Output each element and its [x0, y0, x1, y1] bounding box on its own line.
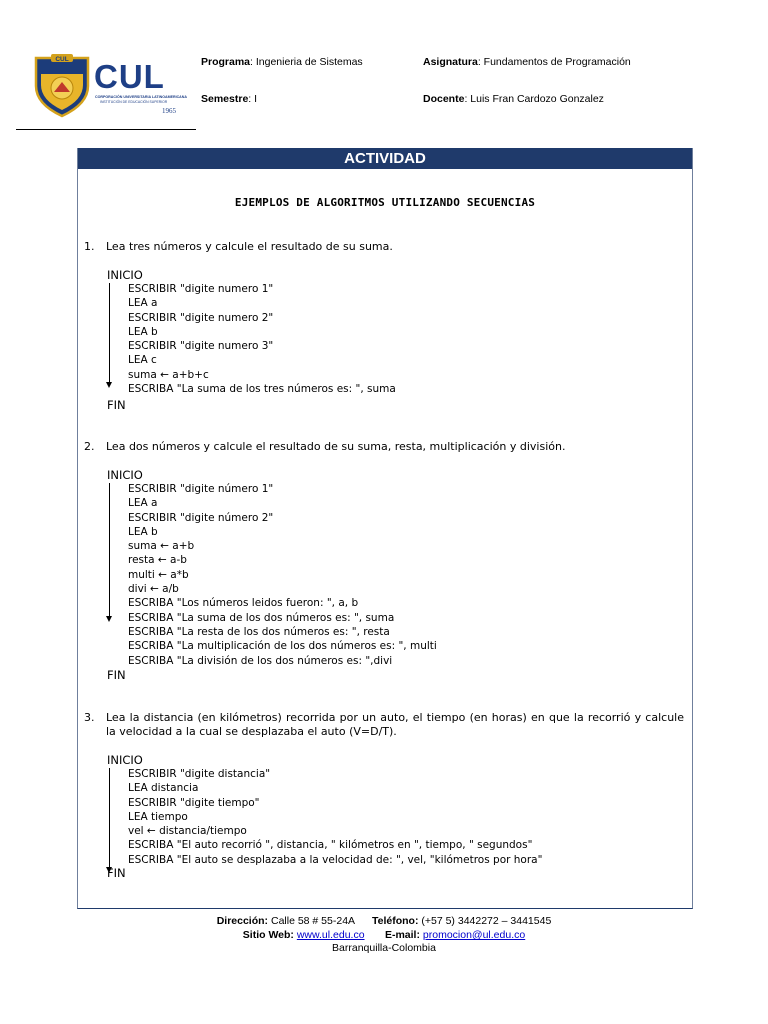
- direccion-value: Calle 58 # 55-24A: [268, 915, 355, 927]
- algorithm-steps: [128, 282, 396, 396]
- algorithm-step: LEA a: [128, 297, 158, 310]
- sitio-label: Sitio Web:: [242, 929, 294, 941]
- logo-divider: [16, 129, 196, 130]
- email-link[interactable]: promocion@ul.edu.co: [422, 929, 526, 941]
- asignatura-value: : Fundamentos de Programación: [477, 56, 631, 68]
- telefono-value: (+57 5) 3442272 – 3441545: [418, 915, 552, 927]
- question-number: 2.: [84, 440, 95, 453]
- algorithm-step: ESCRIBIR "digite distancia": [128, 768, 271, 780]
- question-3: [84, 711, 684, 739]
- algorithm-step: LEA b: [128, 525, 158, 538]
- algorithm-end: FIN: [107, 398, 126, 412]
- algorithm-end: FIN: [107, 668, 126, 682]
- algorithm-step: ESCRIBIR "digite número 1": [128, 483, 274, 495]
- svg-text:CUL: CUL: [94, 58, 165, 95]
- algorithm-start: INICIO: [107, 753, 143, 767]
- algorithm-steps: [128, 482, 437, 668]
- asignatura-field: [423, 56, 631, 68]
- docente-label: Docente: [423, 93, 465, 105]
- algorithm-start: INICIO: [107, 468, 143, 482]
- algorithm-step: ESCRIBIR "digite numero 2": [128, 311, 274, 324]
- semestre-field: [201, 93, 257, 105]
- algorithm-step: suma ← a+b: [128, 540, 195, 553]
- flow-arrow-icon: [109, 483, 110, 617]
- algorithm-end: FIN: [107, 866, 126, 880]
- docente-field: [423, 93, 604, 105]
- svg-text:CUL: CUL: [55, 56, 69, 63]
- flow-arrow-icon: [109, 283, 110, 383]
- activity-box: [77, 148, 693, 909]
- svg-text:1965: 1965: [162, 107, 176, 115]
- algorithm-step: ESCRIBA "El auto recorrió ", distancia, " kilómetros en ", tiempo, " segundos": [128, 839, 533, 852]
- algorithm-step: ESCRIBIR "digite numero 1": [128, 283, 274, 295]
- algorithm-step: divi ← a/b: [128, 583, 179, 596]
- footer-contact-line: [0, 929, 768, 941]
- programa-field: [201, 56, 363, 68]
- algorithm-step: resta ← a-b: [128, 554, 187, 567]
- footer-city: Barranquilla-Colombia: [332, 942, 436, 954]
- docente-value: : Luis Fran Cardozo Gonzalez: [464, 93, 604, 105]
- algorithm-step: multi ← a*b: [128, 568, 189, 581]
- semestre-label: Semestre: [201, 93, 249, 105]
- algorithm-step: ESCRIBA "Los números leidos fueron: ", a, b: [128, 597, 359, 610]
- question-text: Lea dos números y calcule el resultado de su suma, resta, multiplicación y división.: [106, 440, 566, 453]
- algorithm-step: ESCRIBA "La suma de los dos números es: ", suma: [128, 611, 395, 624]
- telefono-label: Teléfono:: [371, 915, 419, 927]
- question-text: Lea la distancia (en kilómetros) recorrida por un auto, el tiempo (en horas) en que la recorrió y calcule la velocidad a la cual se desplazaba el auto (V=D/T).: [106, 711, 684, 738]
- algorithm-step: ESCRIBIR "digite tiempo": [128, 796, 260, 809]
- algorithm-step: suma ← a+b+c: [128, 368, 209, 381]
- flow-arrow-icon: [109, 768, 110, 868]
- university-logo: [30, 52, 190, 118]
- programa-label: Programa: [201, 56, 251, 68]
- algorithm-step: LEA distancia: [128, 782, 199, 795]
- algorithm-step: ESCRIBIR "digite numero 3": [128, 340, 274, 353]
- algorithm-steps: [128, 767, 542, 867]
- semestre-value: : I: [248, 93, 258, 105]
- algorithm-start: INICIO: [107, 268, 143, 282]
- question-number: 3.: [84, 711, 95, 724]
- algorithm-step: LEA a: [128, 497, 158, 510]
- algorithm-step: ESCRIBA "La multiplicación de los dos números es: ", multi: [128, 640, 437, 653]
- question-number: 1.: [84, 240, 95, 253]
- footer-address-line: [0, 915, 768, 927]
- algorithm-step: LEA tiempo: [128, 810, 188, 823]
- algorithm-step: ESCRIBA "La resta de los dos números es: ", resta: [128, 625, 390, 638]
- email-label: E-mail:: [384, 929, 420, 941]
- algorithm-step: LEA c: [128, 354, 157, 367]
- svg-text:INSTITUCIÓN DE EDUCACIÓN SUPER: INSTITUCIÓN DE EDUCACIÓN SUPERIOR: [100, 100, 168, 104]
- question-1: [84, 240, 684, 254]
- programa-value: : Ingenieria de Sistemas: [250, 56, 363, 68]
- question-text: Lea tres números y calcule el resultado de su suma.: [106, 240, 393, 253]
- activity-title: ACTIVIDAD: [78, 148, 692, 169]
- question-2: [84, 440, 684, 454]
- activity-subtitle: EJEMPLOS DE ALGORITMOS UTILIZANDO SECUENCIAS: [234, 196, 536, 209]
- algorithm-step: ESCRIBA "El auto se desplazaba a la velocidad de: ", vel, "kilómetros por hora": [128, 853, 543, 866]
- algorithm-step: LEA b: [128, 325, 158, 338]
- algorithm-step: ESCRIBIR "digite número 2": [128, 511, 274, 524]
- website-link[interactable]: www.ul.edu.co: [296, 929, 365, 941]
- algorithm-step: vel ← distancia/tiempo: [128, 825, 247, 838]
- algorithm-step: ESCRIBA "La suma de los tres números es: ", suma: [128, 383, 396, 396]
- asignatura-label: Asignatura: [423, 56, 478, 68]
- algorithm-step: ESCRIBA "La división de los dos números es: ",divi: [128, 654, 393, 667]
- direccion-label: Dirección:: [216, 915, 269, 927]
- svg-text:CORPORACIÓN UNIVERSITARIA LATI: CORPORACIÓN UNIVERSITARIA LATINOAMERICANA: [95, 95, 187, 99]
